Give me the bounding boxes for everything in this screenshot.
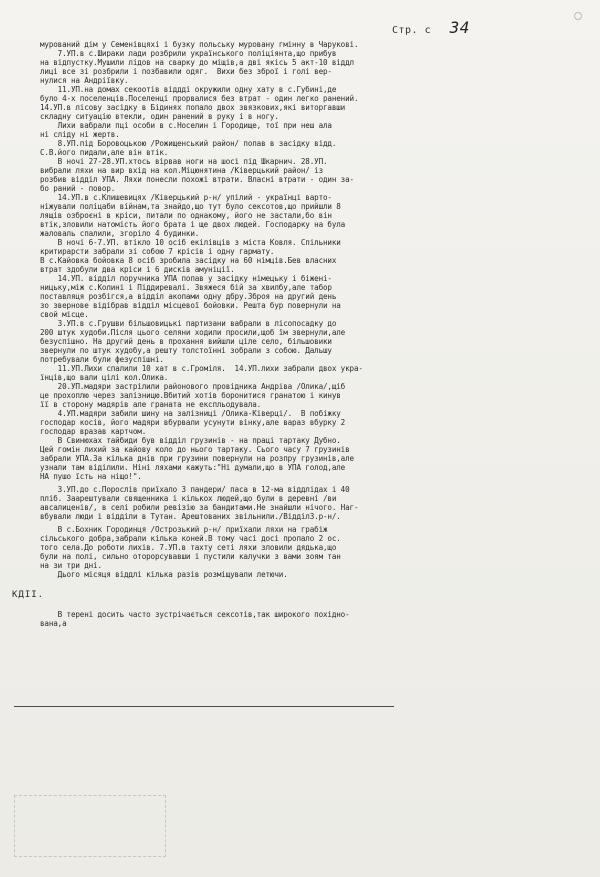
section-divider: [14, 706, 394, 707]
text-line: Дього місяця віддлі кілька разів розміщували летючи.: [40, 570, 288, 579]
text-line: В ночі 27-28.УП.хтось вірвав ноги на шосі під Шкарнич. 28.УП.: [40, 157, 328, 166]
text-line: 14.УП.в лісову засідку в Бідинях попало двох звязкових,які виторгавши: [40, 103, 346, 112]
text-line: бо раний - повор.: [40, 184, 116, 193]
text-line: ницьку,між с.Колині і Піддиревалі. Звяжеся бій за хвилбу,але табор: [40, 283, 332, 292]
text-line: вибрали ляхи на вир вхід на кол.Міцюнятина /Ківерцький район/ із: [40, 166, 323, 175]
text-line: безуспішно. На другий день в прохання вийшли ціле село, більшовики: [40, 337, 332, 346]
text-line: 3.УП.до с.Порослів приїхало 3 пандери/ паса в 12-ма віддлідах і 40: [40, 485, 350, 494]
text-line: Лихи вабрали пці особи в с.Носелин і Городище, тої при неш ала: [40, 121, 332, 130]
document-body: [12, 40, 570, 628]
text-line: 8.УП.під Боровоцькою /Рожищенський район/ попав в засідку відд.: [40, 139, 337, 148]
text-line: 20.УП.мадяри застрілили районового провідника Андріва /Олика/,щіб: [40, 382, 346, 391]
text-line: 11.УП.Лихи спалили 10 хат в с.Громіля. 14.УП.лихи забрали двох укра-: [40, 364, 363, 373]
text-line: поставляця розбігся,а відділ акопами одну дбру.Зброя на другий день: [40, 292, 337, 301]
page-header: [392, 18, 470, 37]
text-line: господар вразав картчом.: [40, 427, 147, 436]
text-line: лящів озброєні в кріси, питали по однакому, його не застали,бо він: [40, 211, 332, 220]
text-line: С.В.його пидали,але він втік.: [40, 148, 169, 157]
text-line: господар косів, його мадяри вбурвали усунути вінку,але вараз вбурку 2: [40, 418, 346, 427]
text-line: їнців,що вали цілі кол.Олика.: [40, 373, 169, 382]
text-line: лиці все зі розбрили і позбавили одяг. Вихи без зброї і голі вер-: [40, 67, 332, 76]
text-line: В Свинюхах тайбиди був відділ грузинів - на праці тартаку Дубно.: [40, 436, 341, 445]
text-line: звернули по штук худобу,а решту толстоїнні зобрали з собою. Дальшу: [40, 346, 332, 355]
text-line: 11.УП.на домах секоотів віддді окружили одну хату в с.Губині,де: [40, 85, 337, 94]
text-line: втрат здобули два кріси і 6 дисків амуніції.: [40, 265, 235, 274]
text-line: сільського добра,забрали кілька коней.В тому часі досі пропало 2 ос.: [40, 534, 341, 543]
text-line: авсалиценів/, в селі робили ревізію за бандитами.Не знайшли нічого. Наг-: [40, 503, 359, 512]
closing-line: вана,а: [40, 619, 67, 628]
text-line: ніжували поліцаби війнам,та знайдо,що тут було сексотов,що прийшли 8: [40, 202, 341, 211]
text-line: НА пушо їсть на ніщо!".: [40, 472, 142, 481]
text-line: 14.УП. відділ поручника УПА попав у засідку німецьку і біжені-: [40, 274, 332, 283]
text-line: на зи три дні.: [40, 561, 102, 570]
text-line: потребували були фезуспішні.: [40, 355, 164, 364]
text-line: на відпустку.Мушили лідов на сварку до міщів,а дві якісь 5 акт-10 віддл: [40, 58, 354, 67]
text-line: ні сліду ні жертв.: [40, 130, 120, 139]
text-line: вбували люди і відділи в Тутан. Арештованих звільнили./Відділ3.р-н/.: [40, 512, 341, 521]
text-line: пліб. Заарештували священника і кількох людей,що були в деревні /ви: [40, 494, 337, 503]
text-line: складну ситуацію втекли, один ранений в руку і в ногу.: [40, 112, 279, 121]
section-heading: КДІІ.: [12, 590, 45, 600]
text-line: її в сторону мадярів але граната не експльодувала.: [40, 400, 262, 409]
text-line: зо звернове відібрав відділ місцевої бойовки. Решта бур повернули на: [40, 301, 341, 310]
text-line: узнали там віділили. Ніні ляхами кажуть:"Ні думали,що в УПА голод,але: [40, 463, 346, 472]
page-number: 34: [449, 18, 470, 37]
text-line: було 4-х поселенців.Поселенці прорвалися без втрат - один легко ранений.: [40, 94, 359, 103]
text-line: 3.УП.в с.Грушви більшовицькі партизани вабрали в лісопосадку до: [40, 319, 337, 328]
text-line: критирарсти забрали зі собою 7 крісів і одну гармату.: [40, 247, 275, 256]
text-line: 14.УП.в с.Клишевицях /Ківерцький р-н/ упілий - українці варто-: [40, 193, 332, 202]
text-line: нулися на Андріївку.: [40, 76, 129, 85]
text-line: жаловаль спалили, згоріло 4 будинки.: [40, 229, 200, 238]
header-label: Стр. с: [392, 25, 432, 36]
text-line: 4.УП.мадяри забили шину на залізниці /Олика-Ківерці/. В побіжку: [40, 409, 341, 418]
text-line: того села.До роботи лихів. 7.УП.в тахту сеті ляхи зловили дядька,що: [40, 543, 337, 552]
text-line: мурований дім у Семенівцяхі і бузку польську муровану гмінну в Чарукові.: [40, 40, 359, 49]
text-line: В с.Кайовка бойовка 8 осіб зробила засідку на 60 німців.Бев власних: [40, 256, 337, 265]
text-line: Цей гомін лихий за кайову коло до нього тартаку. Сього часу 7 грузинів: [40, 445, 350, 454]
text-line: В с.Бохник Городинця /Острозький р-н/ приїхали ляхи на грабіж: [40, 525, 328, 534]
text-line: забрали УПА.За кілька днів при грузини повернули на розпру грузинів,але: [40, 454, 354, 463]
text-line: 200 штук худоби.Після цього селяни ходили просили,щоб їм звернули,але: [40, 328, 346, 337]
text-line: були на полі, сильно оторорсувавши і пустили калучки з вами зоям тан: [40, 552, 341, 561]
text-line: 7.УП.в с.Шираки лади розбрили українського поліціянта,що прибув: [40, 49, 337, 58]
text-line: це прохоплю через залізницю.Вбитий хотів боронитися гранатою і кинув: [40, 391, 341, 400]
text-line: розбив відділ УПА. Ляхи понесли похожі втрати. Власні втрати - один за-: [40, 175, 354, 184]
text-line: втік,зловили натомість його брата і ще двох людей. Господарку на була: [40, 220, 346, 229]
archive-stamp: [14, 795, 166, 857]
text-line: свой місце.: [40, 310, 89, 319]
punch-hole-mark: [574, 12, 582, 20]
text-line: В ночі 6-7.УП. втікло 10 осіб екілівців з міста Ковля. Спільники: [40, 238, 341, 247]
closing-line: В терені досить часто зустрічається сексотів,так широкого похідно-: [40, 610, 350, 619]
